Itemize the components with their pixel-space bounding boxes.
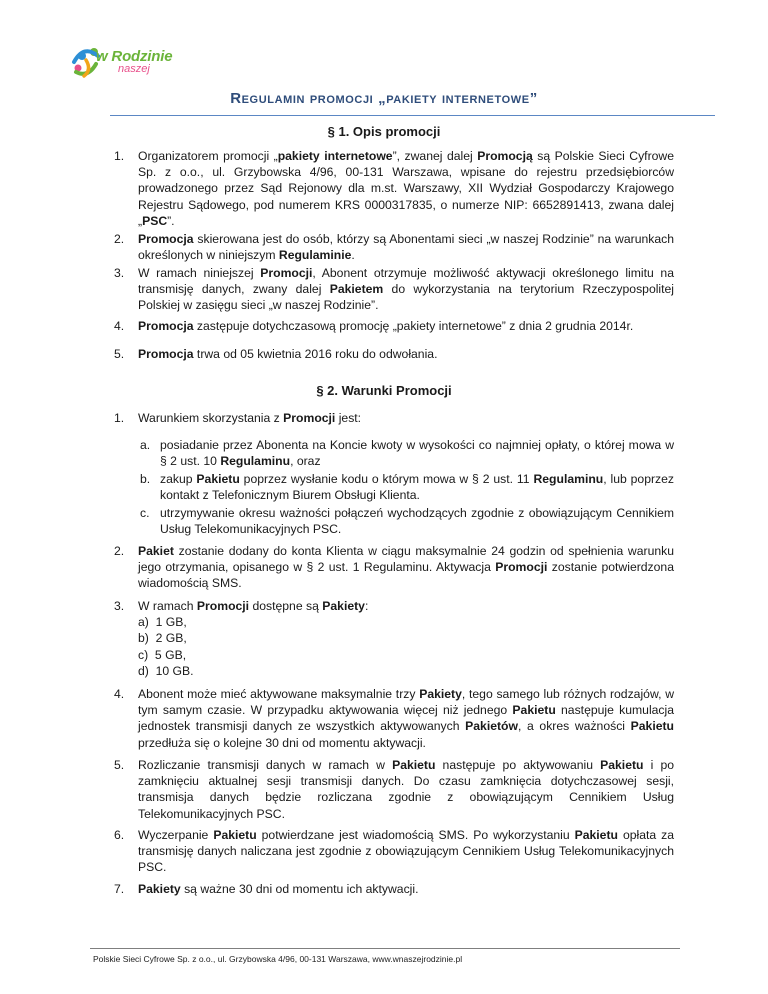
s1-item-5-num: 5. (114, 347, 125, 361)
s2-item-3-num: 3. (114, 599, 125, 613)
s2-item-4: Abonent może mieć aktywowane maksymalnie trzy Pakiety, tego samego lub różnych rodzajów, w tym samym czasie. W przypadku aktywowania więcej niż jednego Pakietu następuje kumulacja jednostek transmisji danych ze wszystkich aktywowanych Pakietów, a okres ważności Pakietu przedłuża się o kolejne 30 dni od momentu aktywacji. (138, 687, 675, 750)
s1-item-3: W ramach niniejszej Promocji, Abonent otrzymuje możliwość aktywacji określonego limitu na transmisję danych, zwany dalej Pakietem do wykorzystania na terytorium Rzeczypospolitej Polskiej w zasięgu sieci „w naszej Rodzinie”. (138, 266, 675, 313)
s2-item-7-num: 7. (114, 882, 125, 896)
s1-item-1: Organizatorem promocji „pakiety internetowe”, zwanej dalej Promocją są Polskie Sieci Cyfrowe Sp. z o.o., ul. Grzybowska 4/96, 00-131 Warszawa, wpisane do rejestru przedsiębiorców prowadzonego przez Sąd Rejonowy dla m.st. Warszawy, XII Wydział Gospodarczy Krajowego Rejestru Sądowego, pod numerem KRS 0000317835, o numerze NIP: 6652891413, zwana dalej „PSC”. (138, 149, 674, 228)
logo-subtext: naszej (118, 63, 150, 75)
s2-sub-c: utrzymywanie okresu ważności połączeń wychodzących zgodnie z obowiązującym Cennikiem Usług Telekomunikacyjnych PSC. (160, 506, 674, 537)
s2-item-5-num: 5. (114, 758, 125, 772)
title-divider (110, 115, 715, 116)
s1-item-4-num: 4. (114, 319, 125, 333)
footer-text: Polskie Sieci Cyfrowe Sp. z o.o., ul. Grzybowska 4/96, 00-131 Warszawa, www.wnaszejrodzinie.pl (93, 954, 463, 964)
logo-text: w Rodzinie (96, 48, 173, 65)
s1-item-1-num: 1. (114, 149, 125, 163)
s2-item-1: Warunkiem skorzystania z Promocji jest: (138, 411, 362, 425)
s2-sub-a: posiadanie przez Abonenta na Koncie kwoty w wysokości co najmniej opłaty, o której mowa w § 2 ust. 10 Regulaminu, oraz (160, 438, 674, 469)
s1-item-2-num: 2. (114, 232, 125, 246)
s2-item-6: Wyczerpanie Pakietu potwierdzane jest wiadomością SMS. Po wykorzystaniu Pakietu opłata za transmisję danych naliczana jest zgodnie z obowiązującym Cennikiem Usług Telekomunikacyjnych PSC. (138, 828, 674, 875)
s2-item-2-num: 2. (114, 544, 125, 558)
s2-sub-b: zakup Pakietu poprzez wysłanie kodu o którym mowa w § 2 ust. 11 Regulaminu, lub poprzez kontakt z Telefonicznym Biurem Obsługi Klienta. (160, 472, 675, 503)
s2-sub-b-num: b. (140, 472, 151, 486)
footer-divider (90, 948, 680, 949)
s2-item-2: Pakiet zostanie dodany do konta Klienta w ciągu maksymalnie 24 godzin od spełnienia warunku jego otrzymania, opisanego w § 2 ust. 1 Regulaminu. Aktywacja Promocji zostanie potwierdzona wiadomością SMS. (138, 544, 674, 591)
section-2-heading: § 2. Warunki Promocji (316, 383, 452, 398)
s2-item-7: Pakiety są ważne 30 dni od momentu ich aktywacji. (138, 882, 419, 896)
s2-item-6-num: 6. (114, 828, 125, 842)
s2-item-1-num: 1. (114, 411, 125, 425)
s2-sub-c-num: c. (140, 506, 150, 520)
s1-item-3-num: 3. (114, 266, 125, 280)
s1-item-5: Promocja trwa od 05 kwietnia 2016 roku do odwołania. (138, 347, 438, 361)
s2-sub-a-num: a. (140, 438, 151, 452)
s2-item-4-num: 4. (114, 687, 125, 701)
s1-item-2: Promocja skierowana jest do osób, którzy są Abonentami sieci „w naszej Rodzinie” na warunkach określonych w niniejszym Regulaminie. (138, 232, 674, 263)
s2-item-3: W ramach Promocji dostępne są Pakiety: a) 1 GB, b) 2 GB, c) 5 GB, d) 10 GB. (138, 599, 369, 678)
section-1-heading: § 1. Opis promocji (327, 124, 441, 139)
document-title: Regulamin promocji „pakiety internetowe” (230, 90, 538, 107)
s1-item-4: Promocja zastępuje dotychczasową promocję „pakiety internetowe” z dnia 2 grudnia 2014r. (138, 319, 634, 333)
s2-item-5: Rozliczanie transmisji danych w ramach w Pakietu następuje po aktywowaniu Pakietu i po zamknięciu aktualnej sesji transmisji danych. Do czasu zamknięcia dotychczasowej sesji, transmisja danych będzie rozliczana zgodnie z obowiązującym Cennikiem Usług Telekomunikacyjnych PSC. (138, 758, 674, 821)
